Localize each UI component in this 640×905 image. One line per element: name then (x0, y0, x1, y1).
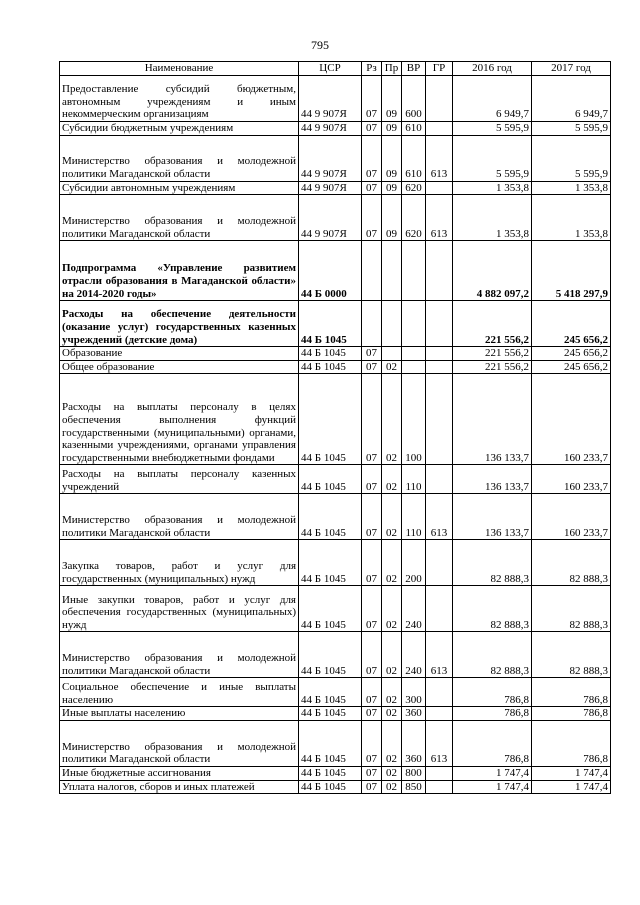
cell-csr: 44 9 907Я (299, 135, 362, 181)
cell-vr (402, 301, 426, 347)
cell-y2016: 136 133,7 (453, 374, 532, 465)
cell-name: Иные бюджетные ассигнования (60, 766, 299, 780)
cell-name: Образование (60, 347, 299, 361)
cell-pr: 02 (382, 707, 402, 721)
cell-y2016: 221 556,2 (453, 347, 532, 361)
header-gr: ГР (426, 62, 453, 76)
cell-csr: 44 Б 1045 (299, 465, 362, 494)
cell-rz (362, 241, 382, 301)
cell-pr: 02 (382, 632, 402, 678)
cell-vr (402, 241, 426, 301)
cell-name: Закупка товаров, работ и услуг для государственных (муниципальных) нужд (60, 540, 299, 586)
header-csr: ЦСР (299, 62, 362, 76)
cell-csr: 44 Б 1045 (299, 494, 362, 540)
cell-csr: 44 Б 1045 (299, 678, 362, 707)
cell-pr: 02 (382, 540, 402, 586)
cell-rz: 07 (362, 540, 382, 586)
cell-y2017: 160 233,7 (532, 374, 611, 465)
cell-gr (426, 586, 453, 632)
cell-gr (426, 347, 453, 361)
cell-vr: 110 (402, 465, 426, 494)
cell-vr: 600 (402, 76, 426, 122)
header-vr: ВР (402, 62, 426, 76)
cell-name: Субсидии автономным учреждениям (60, 181, 299, 195)
cell-y2016: 786,8 (453, 720, 532, 766)
cell-y2017: 1 747,4 (532, 780, 611, 794)
cell-csr: 44 Б 1045 (299, 540, 362, 586)
cell-pr: 09 (382, 195, 402, 241)
cell-y2017: 160 233,7 (532, 494, 611, 540)
budget-table (59, 61, 611, 794)
cell-y2016: 82 888,3 (453, 586, 532, 632)
cell-y2017: 160 233,7 (532, 465, 611, 494)
cell-name: Расходы на обеспечение деятельности (оказание услуг) государственных казенных учреждений (детские дома) (60, 301, 299, 347)
cell-rz: 07 (362, 494, 382, 540)
cell-gr: 613 (426, 135, 453, 181)
cell-vr: 620 (402, 195, 426, 241)
cell-csr: 44 Б 1045 (299, 766, 362, 780)
cell-y2016: 5 595,9 (453, 135, 532, 181)
cell-csr: 44 Б 1045 (299, 720, 362, 766)
cell-gr (426, 707, 453, 721)
cell-vr: 240 (402, 586, 426, 632)
cell-gr (426, 374, 453, 465)
cell-csr: 44 Б 1045 (299, 632, 362, 678)
cell-vr: 360 (402, 707, 426, 721)
cell-pr: 09 (382, 76, 402, 122)
cell-pr: 02 (382, 465, 402, 494)
cell-name: Расходы на выплаты персоналу казенных учреждений (60, 465, 299, 494)
cell-rz: 07 (362, 374, 382, 465)
cell-y2017: 6 949,7 (532, 76, 611, 122)
cell-pr: 09 (382, 135, 402, 181)
cell-vr: 610 (402, 122, 426, 136)
cell-vr: 300 (402, 678, 426, 707)
cell-y2016: 1 353,8 (453, 181, 532, 195)
cell-rz: 07 (362, 632, 382, 678)
table-row (60, 347, 611, 361)
cell-pr: 09 (382, 181, 402, 195)
cell-y2016: 1 747,4 (453, 766, 532, 780)
cell-name: Министерство образования и молодежной политики Магаданской области (60, 494, 299, 540)
cell-y2017: 245 656,2 (532, 360, 611, 374)
cell-csr: 44 Б 1045 (299, 374, 362, 465)
cell-name: Подпрограмма «Управление развитием отрасли образования в Магаданской области» на 2014-2020 годы» (60, 241, 299, 301)
cell-name: Министерство образования и молодежной политики Магаданской области (60, 135, 299, 181)
cell-y2017: 786,8 (532, 720, 611, 766)
cell-rz: 07 (362, 465, 382, 494)
table-row (60, 494, 611, 540)
cell-vr: 620 (402, 181, 426, 195)
table-row (60, 241, 611, 301)
table-row (60, 586, 611, 632)
cell-y2017: 82 888,3 (532, 586, 611, 632)
cell-csr: 44 Б 1045 (299, 707, 362, 721)
cell-y2016: 136 133,7 (453, 465, 532, 494)
header-2016: 2016 год (453, 62, 532, 76)
cell-y2016: 221 556,2 (453, 360, 532, 374)
cell-rz: 07 (362, 707, 382, 721)
cell-y2017: 1 747,4 (532, 766, 611, 780)
cell-y2017: 245 656,2 (532, 347, 611, 361)
header-name: Наименование (60, 62, 299, 76)
cell-pr: 02 (382, 766, 402, 780)
cell-pr: 02 (382, 678, 402, 707)
cell-csr: 44 Б 1045 (299, 301, 362, 347)
cell-gr: 613 (426, 720, 453, 766)
table-row (60, 766, 611, 780)
cell-csr: 44 9 907Я (299, 76, 362, 122)
table-row (60, 301, 611, 347)
table-row (60, 540, 611, 586)
cell-csr: 44 Б 1045 (299, 347, 362, 361)
cell-gr (426, 465, 453, 494)
cell-csr: 44 Б 0000 (299, 241, 362, 301)
cell-y2016: 136 133,7 (453, 494, 532, 540)
cell-rz: 07 (362, 678, 382, 707)
cell-gr (426, 181, 453, 195)
cell-name: Иные закупки товаров, работ и услуг для обеспечения государственных (муниципальных) нужд (60, 586, 299, 632)
cell-y2017: 786,8 (532, 678, 611, 707)
cell-gr: 613 (426, 195, 453, 241)
cell-rz: 07 (362, 720, 382, 766)
cell-y2017: 5 418 297,9 (532, 241, 611, 301)
table-row (60, 632, 611, 678)
cell-rz: 07 (362, 76, 382, 122)
cell-gr (426, 241, 453, 301)
table-row (60, 707, 611, 721)
cell-gr (426, 780, 453, 794)
cell-vr: 610 (402, 135, 426, 181)
table-row (60, 780, 611, 794)
cell-vr: 200 (402, 540, 426, 586)
cell-y2017: 1 353,8 (532, 195, 611, 241)
table-row (60, 360, 611, 374)
cell-vr (402, 360, 426, 374)
cell-gr (426, 122, 453, 136)
header-2017: 2017 год (532, 62, 611, 76)
cell-pr: 02 (382, 360, 402, 374)
cell-rz: 07 (362, 195, 382, 241)
cell-y2016: 1 353,8 (453, 195, 532, 241)
cell-pr: 02 (382, 586, 402, 632)
cell-name: Расходы на выплаты персоналу в целях обеспечения выполнения функций государственными (муниципальными) органами, казенными учреждениями, органами управления государственными внебюджетными фондами (60, 374, 299, 465)
cell-y2016: 786,8 (453, 678, 532, 707)
cell-gr: 613 (426, 494, 453, 540)
cell-pr: 09 (382, 122, 402, 136)
table-row (60, 76, 611, 122)
cell-vr: 800 (402, 766, 426, 780)
cell-pr: 02 (382, 374, 402, 465)
cell-pr (382, 347, 402, 361)
cell-rz (362, 301, 382, 347)
cell-y2016: 6 949,7 (453, 76, 532, 122)
cell-gr (426, 766, 453, 780)
header-pr: Пр (382, 62, 402, 76)
cell-y2017: 82 888,3 (532, 540, 611, 586)
table-row (60, 195, 611, 241)
cell-y2017: 5 595,9 (532, 135, 611, 181)
table-row (60, 122, 611, 136)
cell-gr (426, 678, 453, 707)
cell-csr: 44 9 907Я (299, 195, 362, 241)
cell-csr: 44 Б 1045 (299, 780, 362, 794)
table-row (60, 374, 611, 465)
cell-y2017: 786,8 (532, 707, 611, 721)
cell-pr: 02 (382, 720, 402, 766)
cell-vr: 850 (402, 780, 426, 794)
cell-rz: 07 (362, 135, 382, 181)
cell-gr: 613 (426, 632, 453, 678)
cell-name: Предоставление субсидий бюджетным, автономным учреждениям и иным некоммерческим организациям (60, 76, 299, 122)
cell-name: Социальное обеспечение и иные выплаты населению (60, 678, 299, 707)
cell-csr: 44 Б 1045 (299, 360, 362, 374)
cell-rz: 07 (362, 780, 382, 794)
cell-name: Иные выплаты населению (60, 707, 299, 721)
cell-y2017: 245 656,2 (532, 301, 611, 347)
cell-rz: 07 (362, 181, 382, 195)
cell-y2016: 221 556,2 (453, 301, 532, 347)
cell-csr: 44 9 907Я (299, 181, 362, 195)
cell-rz: 07 (362, 122, 382, 136)
cell-rz: 07 (362, 347, 382, 361)
cell-name: Общее образование (60, 360, 299, 374)
cell-rz: 07 (362, 360, 382, 374)
cell-y2016: 1 747,4 (453, 780, 532, 794)
cell-y2017: 82 888,3 (532, 632, 611, 678)
cell-vr: 110 (402, 494, 426, 540)
cell-y2016: 82 888,3 (453, 540, 532, 586)
cell-pr (382, 301, 402, 347)
cell-pr (382, 241, 402, 301)
cell-csr: 44 Б 1045 (299, 586, 362, 632)
cell-name: Министерство образования и молодежной политики Магаданской области (60, 195, 299, 241)
cell-vr: 100 (402, 374, 426, 465)
cell-gr (426, 76, 453, 122)
cell-y2016: 4 882 097,2 (453, 241, 532, 301)
cell-vr: 240 (402, 632, 426, 678)
cell-vr (402, 347, 426, 361)
cell-y2017: 1 353,8 (532, 181, 611, 195)
cell-y2016: 82 888,3 (453, 632, 532, 678)
page-number: 795 (311, 38, 329, 52)
cell-gr (426, 360, 453, 374)
cell-rz: 07 (362, 766, 382, 780)
cell-rz: 07 (362, 586, 382, 632)
cell-y2016: 5 595,9 (453, 122, 532, 136)
cell-gr (426, 540, 453, 586)
cell-name: Субсидии бюджетным учреждениям (60, 122, 299, 136)
cell-pr: 02 (382, 780, 402, 794)
table-header-row (60, 62, 611, 76)
cell-y2016: 786,8 (453, 707, 532, 721)
table-row (60, 678, 611, 707)
cell-vr: 360 (402, 720, 426, 766)
cell-csr: 44 9 907Я (299, 122, 362, 136)
table-row (60, 181, 611, 195)
table-row (60, 720, 611, 766)
cell-y2017: 5 595,9 (532, 122, 611, 136)
cell-pr: 02 (382, 494, 402, 540)
cell-name: Министерство образования и молодежной политики Магаданской области (60, 632, 299, 678)
cell-name: Уплата налогов, сборов и иных платежей (60, 780, 299, 794)
cell-gr (426, 301, 453, 347)
table-row (60, 465, 611, 494)
table-row (60, 135, 611, 181)
cell-name: Министерство образования и молодежной политики Магаданской области (60, 720, 299, 766)
header-rz: Рз (362, 62, 382, 76)
